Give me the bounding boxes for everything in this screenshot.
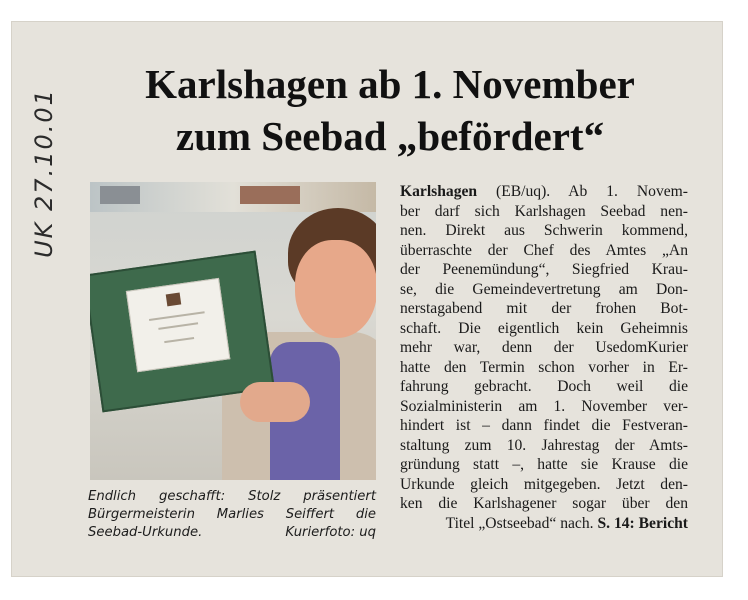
photo-person-hand	[240, 382, 310, 422]
article-line: ber darf sich Karlshagen Seebad nen-	[400, 202, 688, 220]
article-line: schaft. Die eigentlich kein Geheimnis	[400, 319, 688, 337]
article-body	[400, 182, 688, 533]
headline-line-1: Karlshagen ab 1. November	[145, 61, 635, 107]
caption-line	[88, 524, 376, 542]
article-line: ken die Karlshagener sogar über den	[400, 495, 688, 512]
article-line: überraschte der Chef des Amtes „An	[400, 241, 688, 259]
page-reference: S. 14: Bericht	[597, 514, 688, 532]
photo-caption	[88, 488, 376, 542]
article-line	[400, 514, 688, 534]
headline	[70, 58, 710, 162]
article-line: gründung statt –, hatte sie Krause die	[400, 456, 688, 473]
dateline: Karlshagen	[400, 183, 478, 200]
photo-mayor-with-certificate	[90, 182, 376, 480]
article-line: hindert ist – dann findet die Festveran-	[400, 417, 688, 434]
caption-line: Bürgermeisterin Marlies Seiffert die	[88, 507, 376, 522]
article-line: Sozialministerin am 1. November ver-	[400, 397, 688, 415]
article-line: Urkunde gleich mitgegeben. Jetzt den-	[400, 475, 688, 493]
article-line: hatte den Termin schon vorher in Er-	[400, 358, 688, 376]
certificate-text-line	[158, 322, 198, 330]
photo-wall-object	[100, 186, 140, 204]
caption-line: Endlich geschafft: Stolz präsentiert	[88, 489, 376, 504]
photo-wall-object	[240, 186, 300, 204]
article-line: mehr war, denn der UsedomKurier	[400, 339, 688, 356]
article-line: nen. Direkt aus Schwerin kommend,	[400, 222, 688, 239]
article-line: staltung zum 10. Jahrestag der Amts-	[400, 436, 688, 454]
article-line: der Peenemündung“, Siegfried Krau-	[400, 261, 688, 278]
article-line	[400, 182, 688, 202]
photo-person-face	[295, 240, 376, 338]
photo-credit: Kurierfoto: uq	[285, 525, 376, 540]
caption-text: Seebad-Urkunde.	[88, 525, 203, 540]
handwritten-date: UK 27.10.01	[30, 88, 58, 258]
article-line: fahrung gebracht. Doch weil die	[400, 378, 688, 395]
headline-line-2: zum Seebad „befördert“	[175, 113, 605, 159]
article-line: nerstagabend mit der frohen Bot-	[400, 300, 688, 317]
article-text: (EB/uq). Ab 1. Novem-	[477, 183, 688, 200]
article-text: Titel „Ostseebad“ nach.	[445, 514, 594, 532]
photo-certificate	[126, 278, 230, 372]
certificate-text-line	[149, 311, 205, 321]
article-line: se, die Gemeindevertretung am Don-	[400, 280, 688, 298]
handwritten-note	[30, 68, 58, 278]
certificate-seal-icon	[166, 293, 182, 307]
certificate-text-line	[164, 337, 194, 343]
